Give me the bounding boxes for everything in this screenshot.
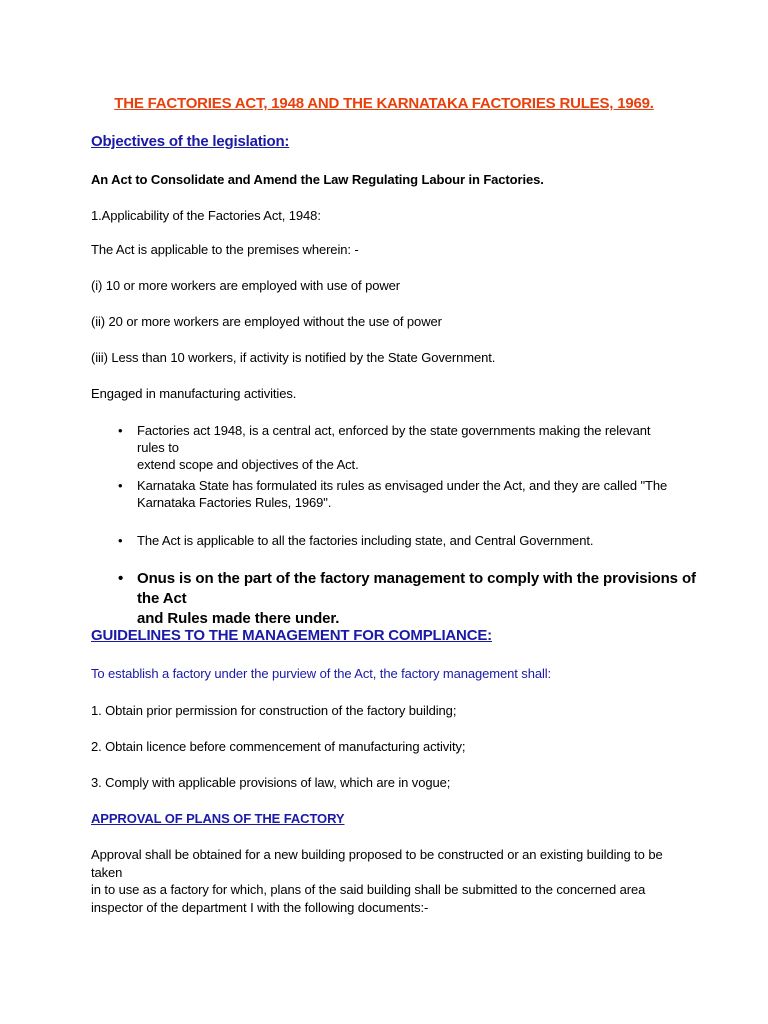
- act-description: An Act to Consolidate and Amend the Law Regulating Labour in Factories.: [91, 172, 544, 187]
- objectives-heading: Objectives of the legislation:: [91, 133, 290, 150]
- applicability-heading: 1.Applicability of the Factories Act, 1948:: [91, 208, 321, 223]
- bullet-line: Karnataka Factories Rules, 1969".: [137, 495, 332, 510]
- guidelines-intro: To establish a factory under the purview of the Act, the factory management shall:: [91, 666, 552, 681]
- bullet-glyph: •: [118, 533, 123, 548]
- bullet-line: extend scope and objectives of the Act.: [137, 457, 359, 472]
- bullet-line: Onus is on the part of the factory management to comply with the provisions of the Act: [137, 570, 696, 607]
- condition-item: (ii) 20 or more workers are employed without the use of power: [91, 314, 442, 329]
- bullet-line: Karnataka State has formulated its rules as envisaged under the Act, and they are called "The: [137, 478, 668, 493]
- condition-item: (iii) Less than 10 workers, if activity is notified by the State Government.: [91, 350, 496, 365]
- step-item: 2. Obtain licence before commencement of manufacturing activity;: [91, 739, 466, 754]
- engaged-text: Engaged in manufacturing activities.: [91, 386, 297, 401]
- bullet-item: [118, 532, 678, 549]
- condition-item: (i) 10 or more workers are employed with use of power: [91, 278, 400, 293]
- applicable-intro: The Act is applicable to the premises wherein: -: [91, 242, 359, 257]
- approval-paragraph: [91, 846, 691, 916]
- bold-bullet-item: [118, 569, 698, 629]
- bullet-line: Factories act 1948, is a central act, enforced by the state governments making the relevant rules to: [137, 423, 651, 455]
- paragraph-line: Approval shall be obtained for a new building proposed to be constructed or an existing building to be taken: [91, 847, 663, 880]
- bullet-glyph: •: [118, 423, 123, 438]
- bullet-item: [118, 422, 678, 473]
- bullet-item: [118, 477, 678, 511]
- paragraph-line: in to use as a factory for which, plans of the said building shall be submitted to the concerned area: [91, 882, 646, 897]
- bullet-line: The Act is applicable to all the factories including state, and Central Government.: [137, 533, 594, 548]
- bullet-glyph: •: [118, 570, 124, 587]
- bullet-glyph: •: [118, 478, 123, 493]
- page-title: THE FACTORIES ACT, 1948 AND THE KARNATAKA FACTORIES RULES, 1969.: [114, 95, 654, 112]
- guidelines-heading: GUIDELINES TO THE MANAGEMENT FOR COMPLIANCE:: [91, 627, 492, 644]
- bullet-line: and Rules made there under.: [137, 610, 340, 627]
- paragraph-line: inspector of the department I with the following documents:-: [91, 899, 429, 915]
- step-item: 3. Comply with applicable provisions of law, which are in vogue;: [91, 775, 451, 790]
- approval-heading: APPROVAL OF PLANS OF THE FACTORY: [91, 811, 345, 826]
- step-item: 1. Obtain prior permission for construction of the factory building;: [91, 703, 457, 718]
